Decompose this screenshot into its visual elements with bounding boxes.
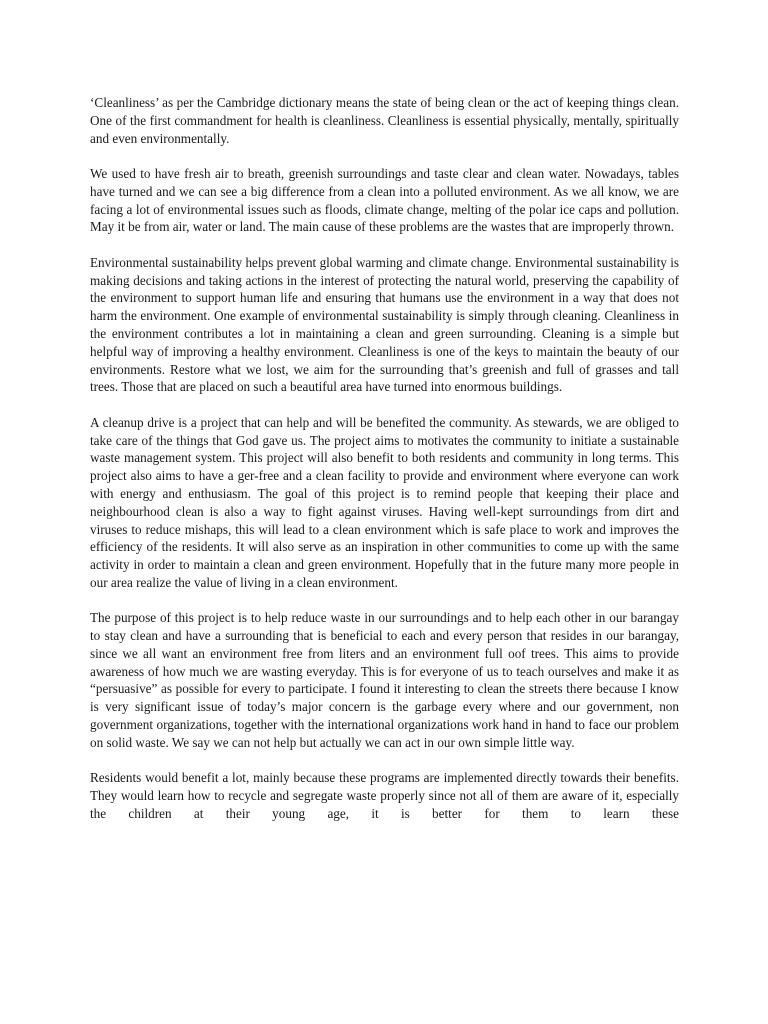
- paragraph-polluted-environment: We used to have fresh air to breath, greenish surroundings and taste clear and clean water. Nowadays, tables have turned and we can see a big difference from a clean into a polluted environment. As we all know, we are facing a lot of environmental issues such as floods, climate change, melting of the polar ice caps and pollution. May it be from air, water or land. The main cause of these problems are the wastes that are improperly thrown.: [90, 165, 679, 235]
- paragraph-resident-benefits: Residents would benefit a lot, mainly because these programs are implemented directly towards their benefits. They would learn how to recycle and segregate waste properly since not all of them are aware of it, especially the children at their young age, it is better for them to learn these: [90, 770, 679, 821]
- paragraph-project-purpose: The purpose of this project is to help reduce waste in our surroundings and to help each other in our barangay to stay clean and have a surrounding that is beneficial to each and every person that resides in our barangay, since we all want an environment free from liters and an environment full oof trees. This aims to provide awareness of how much we are wasting everyday. This is for everyone of us to teach ourselves and make it as “persuasive” as possible for every to participate. I found it interesting to clean the streets there because I know is very significant issue of today’s major concern is the garbage every where and our government, non government organizations, together with the international organizations work hand in hand to face our problem on solid waste. We say we can not help but actually we can act in our own simple little way.: [90, 610, 679, 750]
- paragraph-cleanup-drive: A cleanup drive is a project that can help and will be benefited the community. As stewards, we are obliged to take care of the things that God gave us. The project aims to motivates the community to initiate a sustainable waste management system. This project will also benefit to both residents and community in long terms. This project also aims to have a ger-free and a clean facility to provide and environment where everyone can work with energy and enthusiasm. The goal of this project is to remind people that keeping their place and neighbourhood clean is also a way to fight against viruses. Having well-kept surroundings from dirt and viruses to reduce mishaps, this will lead to a clean environment which is safe place to work and improves the efficiency of the residents. It will also serve as an inspiration in other communities to come up with the same activity in order to maintain a clean and green environment. Hopefully that in the future many more people in our area realize the value of living in a clean environment.: [90, 414, 679, 590]
- paragraph-cleanliness-definition: ‘Cleanliness’ as per the Cambridge dictionary means the state of being clean or the act of keeping things clean. One of the first commandment for health is cleanliness. Cleanliness is essential physically, mentally, spiritually and even environmentally.: [90, 95, 679, 146]
- document-page: [90, 94, 679, 823]
- paragraph-environmental-sustainability: Environmental sustainability helps prevent global warming and climate change. Environmental sustainability is making decisions and taking actions in the interest of protecting the natural world, preserving the capability of the environment to support human life and ensuring that humans use the environment in a way that does not harm the environment. One example of environmental sustainability is simply through cleaning. Cleanliness in the environment contributes a lot in maintaining a clean and green surrounding. Cleaning is a simple but helpful way of improving a healthy environment. Cleanliness is one of the keys to maintain the beauty of our environments. Restore what we lost, we aim for the surrounding that’s greenish and full of grasses and tall trees. Those that are placed on such a beautiful area have turned into enormous buildings.: [90, 254, 679, 395]
